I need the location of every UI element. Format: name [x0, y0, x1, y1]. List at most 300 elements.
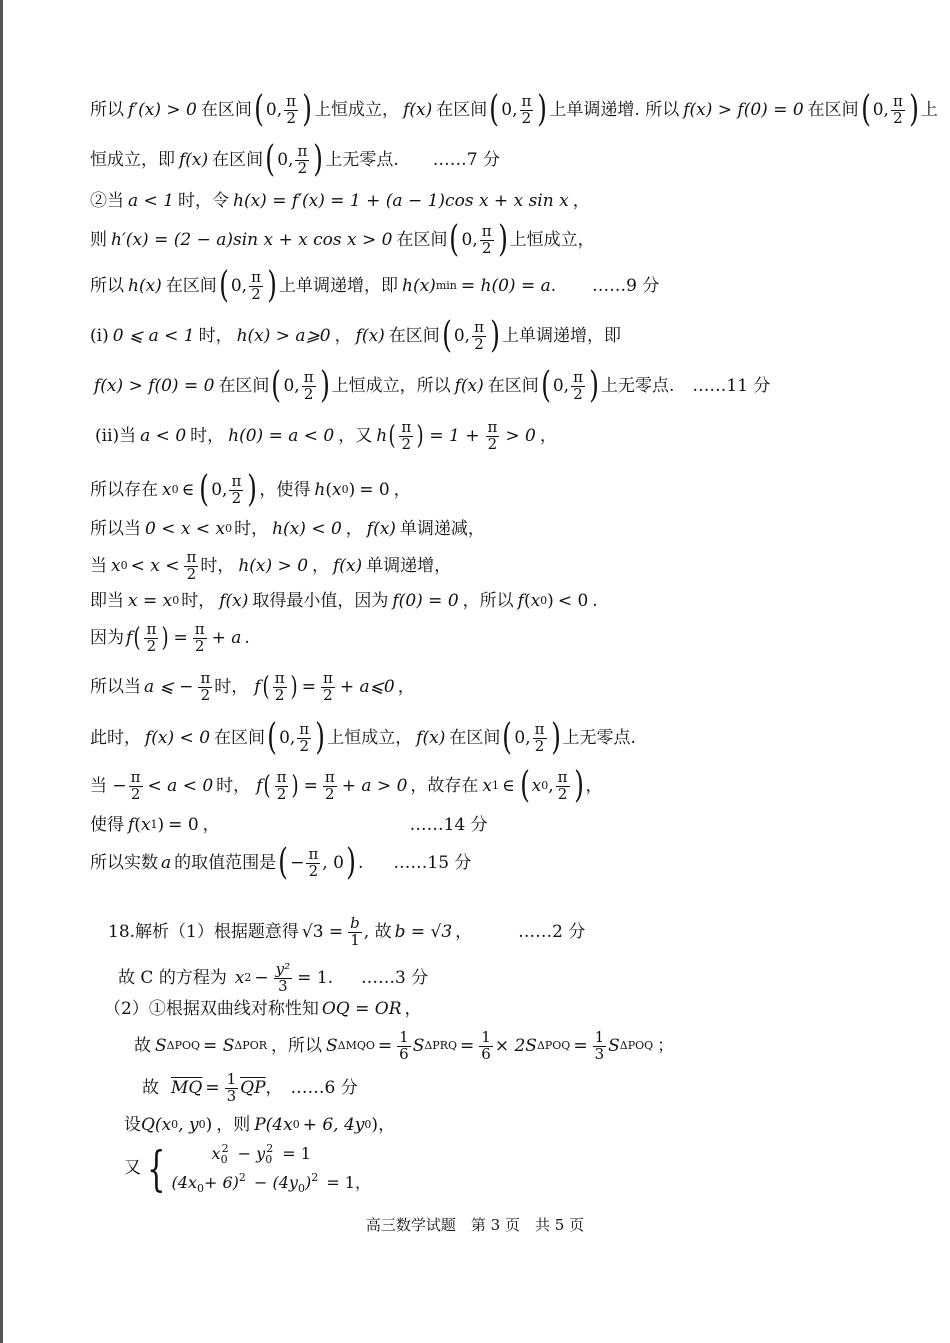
math: = 1 + [429, 425, 480, 446]
math: a < 1 [128, 191, 175, 211]
math: x [162, 479, 172, 500]
text: 故 [142, 1077, 159, 1098]
fraction: $\frac{\pi}{2}$ [474, 317, 484, 353]
text: 在区间 [212, 149, 264, 170]
math: h(x) = f′(x) = 1 + (a − 1)cos x + x sin x [233, 191, 569, 211]
math: x [140, 815, 151, 835]
fraction: $\frac{\pi}{2}$ [481, 221, 492, 257]
vector-qp: $\overline{QP}$ [240, 1077, 266, 1098]
score-mark: ……6 分 [290, 1077, 358, 1098]
text: 上 [920, 99, 938, 120]
fraction: $\frac{\pi}{2}$ [573, 367, 583, 403]
text-line [90, 219, 595, 260]
math: > 0 [505, 425, 536, 446]
text: 在区间 [487, 375, 539, 396]
math: = [573, 1035, 588, 1056]
text: ， [585, 775, 603, 796]
paren-open: ( [133, 623, 141, 654]
math: f [256, 775, 263, 796]
math: 0 < x < x [145, 519, 226, 539]
paren-close: ) [346, 842, 356, 883]
text: ， [265, 1077, 283, 1098]
text: 上单调递增. 所以 [549, 99, 680, 120]
math-subscript: 0 [341, 482, 349, 496]
paren-open: ( [253, 89, 264, 130]
math: h [376, 425, 388, 446]
math: f(x) [454, 375, 484, 396]
text: (ii)当 [95, 425, 137, 446]
paren-open: ( [502, 717, 513, 758]
paren-open: ( [278, 842, 289, 883]
system-row: $x_0^2 - y_0^2 = 1$ [211, 1142, 311, 1166]
text: 所以 [90, 99, 124, 120]
paren-close: ) [537, 89, 548, 130]
math-subscript: 0 [120, 559, 128, 573]
text: 上恒成立， [314, 99, 400, 120]
math: h(x) [402, 275, 436, 296]
fraction: $\frac{\pi}{2}$ [299, 719, 310, 755]
text: 在区间 [449, 727, 501, 748]
math: x [234, 967, 245, 988]
math: = S [203, 1035, 235, 1056]
score-mark: ……14 分 [409, 815, 488, 835]
paren-close: ) [161, 623, 169, 654]
math: = [377, 1035, 393, 1056]
math: × 2S [494, 1035, 537, 1056]
math: ) [371, 1115, 379, 1135]
math-subscript: 0 [292, 1118, 300, 1132]
text: ， [334, 325, 352, 346]
paren-open: ( [489, 89, 500, 130]
text: 单调递增， [366, 555, 452, 576]
fraction: $\frac{\pi}{2}$ [251, 267, 261, 303]
math-subscript: 0 [541, 778, 549, 792]
text-line [90, 265, 660, 306]
math: = [460, 1035, 475, 1056]
text: 上恒成立， [327, 727, 413, 748]
math: x [531, 775, 542, 796]
math: 0, [230, 275, 248, 296]
math: 0, [277, 149, 294, 170]
text: ， [393, 479, 411, 500]
text: 在区间 [165, 275, 217, 296]
math: f(x) < 0 [145, 727, 211, 748]
math: , [548, 775, 554, 796]
system-row: $(4x_0+ 6)^2 - (4y_0)^2 = 1$， [171, 1170, 371, 1195]
math: x = x [128, 591, 173, 611]
math: = [301, 676, 317, 697]
text: 取得最小值，因为 [252, 591, 389, 611]
math: b = √3 [394, 921, 453, 942]
math: 0, [211, 479, 228, 500]
math: f [128, 815, 135, 835]
fraction: $\frac{\pi}{2}$ [323, 669, 333, 704]
math: + a > 0 [341, 775, 408, 796]
text-line [104, 1000, 422, 1019]
paren-close: ) [313, 139, 324, 180]
paren-close: ) [490, 315, 500, 356]
math-subscript: ΔMQO [337, 1039, 375, 1053]
score-mark: ……7 分 [432, 149, 500, 170]
math: = 0 [359, 479, 390, 500]
text: 时， [198, 325, 233, 346]
math: , y [178, 1115, 199, 1135]
score-mark: ……3 分 [361, 967, 429, 988]
text: 时， [181, 591, 216, 611]
text-line: 使得 f ( x 1 ) = 0 ， ……14 分 [90, 815, 488, 835]
math: < x < [130, 555, 180, 576]
math: h(x) < 0 [272, 519, 342, 539]
math-subscript: 0 [171, 1118, 179, 1132]
text: 在区间 [396, 229, 448, 250]
math: x [331, 479, 342, 500]
fraction: $\frac{\pi}{2}$ [521, 91, 532, 127]
text: ， [539, 425, 557, 446]
text-line [90, 139, 500, 180]
math-subscript: 0 [225, 522, 233, 536]
paren-close: ) [292, 771, 300, 801]
paren-close: ) [497, 219, 508, 260]
text: 所以 [90, 275, 124, 296]
fraction: $\frac{\pi}{2}$ [276, 767, 287, 803]
score-mark: ……2 分 [518, 921, 586, 942]
paren-open: ( [263, 771, 272, 801]
text: ， [572, 191, 590, 211]
math: f(x) > f(0) = 0 [94, 375, 215, 396]
text-line [118, 962, 428, 995]
math: √3 = [301, 921, 344, 942]
text: ， [378, 1115, 396, 1135]
math-subscript: 0 [540, 594, 548, 608]
text: . [550, 275, 557, 296]
text-line [90, 842, 472, 883]
math: a ⩽ − [144, 676, 194, 697]
fraction: $\frac{\pi}{2}$ [231, 471, 242, 507]
math-subscript: ΔPRQ [424, 1039, 458, 1053]
math: f [254, 676, 261, 697]
math: ∈ [181, 479, 195, 500]
math: f(x) [355, 325, 385, 346]
math-subscript: ΔPOQ [619, 1039, 654, 1053]
text: 故 C 的方程为 [118, 967, 227, 988]
text: 上无零点. [600, 375, 675, 396]
math: 0, [552, 375, 570, 396]
math: = h(0) = a [460, 275, 551, 296]
text-line [90, 550, 451, 583]
fraction: $\frac{1}{6}$ [481, 1028, 491, 1063]
paren-open: ( [267, 717, 277, 758]
math-subscript: ΔPOQ [166, 1039, 201, 1053]
paren-close: ) [416, 421, 424, 452]
text: ，故存在 [410, 775, 479, 796]
text: 单调递减， [399, 519, 485, 539]
fraction: $\frac{\pi}{2}$ [487, 418, 498, 453]
text-line [108, 916, 585, 949]
brace-icon: { [147, 1140, 166, 1197]
text-line [90, 671, 415, 704]
text-line [90, 315, 621, 356]
text-line: 所以存在 x 0 ∈ ( 0, $\frac{\pi}{2}$ ) ，使得 h ( x 0 ) = 0 ， [90, 469, 411, 510]
math: h(x) > a⩾0 [236, 325, 331, 346]
text: ，所以 [462, 591, 514, 611]
fraction: $\frac{\pi}{2}$ [303, 367, 314, 403]
text: 又 [124, 1158, 141, 1179]
math: f(x) [416, 727, 446, 748]
paren-open: ( [265, 139, 276, 180]
text: 在区间 [388, 325, 440, 346]
fraction: $\frac{\pi}{2}$ [286, 91, 297, 127]
fraction: $\frac{\pi}{2}$ [186, 548, 197, 583]
paren-open: ( [449, 219, 460, 260]
fraction: $\frac{\pi}{2}$ [557, 767, 568, 803]
paren-close: ) [908, 89, 919, 130]
math: h(x) > 0 [238, 555, 309, 576]
math: f(0) = 0 [392, 591, 459, 611]
paren-close: ) [267, 265, 277, 306]
text: . [592, 591, 598, 611]
score-mark: ……15 分 [393, 852, 472, 873]
text: 所以当 [90, 676, 141, 697]
math: f′(x) > 0 [128, 99, 197, 120]
math: f(x) [333, 555, 363, 576]
math: = [173, 627, 188, 648]
math: f [126, 627, 133, 648]
paren-close: ) [589, 365, 599, 406]
math-subscript: 0 [172, 594, 180, 608]
math: x [111, 555, 121, 576]
math: 0, [283, 375, 300, 396]
fraction: $\frac{\pi}{2}$ [534, 719, 545, 755]
paren-open: ( [441, 315, 452, 356]
math: = [303, 775, 318, 796]
math: Q(x [141, 1115, 172, 1135]
math: = [205, 1077, 220, 1098]
fraction: $\frac{\pi}{2}$ [892, 91, 903, 127]
text-line [90, 520, 485, 539]
paren-open: ( [262, 672, 270, 703]
text: ， [202, 815, 220, 835]
math: h(x) [128, 275, 162, 296]
text: . [357, 852, 364, 873]
text: 时，令 [178, 191, 230, 211]
text-line [134, 1030, 674, 1063]
text: 因为 [90, 627, 124, 648]
text-line [90, 192, 590, 211]
text: 当 − [90, 775, 127, 796]
text: 在区间 [807, 99, 859, 120]
page-edge [0, 0, 3, 1343]
fraction: $\frac{\pi}{2}$ [194, 620, 205, 655]
math: 0, [872, 99, 889, 120]
math: = 0 [168, 815, 199, 835]
math: S [155, 1035, 167, 1056]
text: 所以存在 [90, 479, 158, 500]
text: 上无零点. [562, 727, 636, 748]
math: S [326, 1035, 338, 1056]
paren-close: ) [315, 717, 326, 758]
math: h′(x) = (2 − a)sin x + x cos x > 0 [111, 229, 393, 250]
text-line [90, 622, 250, 655]
paren-open: ( [199, 469, 210, 510]
text: 时， [190, 425, 225, 446]
math-subscript: 0 [364, 1118, 372, 1132]
text-line [90, 365, 771, 406]
math: f [517, 591, 524, 611]
text: ； [657, 1035, 675, 1056]
text: 时， [234, 519, 269, 539]
fraction: $\frac{b}{1}$ [350, 914, 360, 949]
math: 0, [453, 325, 471, 346]
text: 则 [90, 229, 107, 250]
text: 恒成立，即 [90, 149, 175, 170]
math: ∈ [502, 775, 515, 796]
math-subscript: ΔPOR [234, 1039, 267, 1053]
fraction: $\frac{\pi}{2}$ [401, 418, 412, 453]
math: + a⩽0 [339, 676, 395, 697]
paren-open: ( [540, 365, 551, 406]
text: . [244, 627, 250, 648]
math-subscript: 0 [171, 482, 179, 496]
text: ， [404, 999, 422, 1019]
math: + a [211, 627, 242, 648]
math: S [412, 1035, 425, 1056]
fraction: $\frac{1}{3}$ [226, 1070, 237, 1105]
text: 此时， [90, 727, 141, 748]
text: 18.解析（1）根据题意得 [108, 921, 299, 942]
math: 0 ⩽ a < 1 [112, 325, 195, 346]
paren-close: ) [319, 365, 330, 406]
text: 即当 [90, 591, 124, 611]
text: ，所以 [271, 1035, 322, 1056]
paren-close: ) [302, 89, 312, 130]
paren-open: ( [860, 89, 871, 130]
text: ，又 [338, 425, 373, 446]
text: 当 [90, 555, 107, 576]
math: f(x) > f(0) = 0 [683, 99, 804, 120]
text: 上恒成立， [509, 229, 595, 250]
text: 的取值范围是 [174, 852, 277, 873]
text: , 故 [363, 921, 392, 942]
text: ②当 [90, 191, 124, 211]
text: 在区间 [200, 99, 252, 120]
paren-close: ) [290, 672, 298, 703]
math: ) [205, 1115, 213, 1135]
math-superscript: 2 [244, 971, 252, 985]
math: 0, [501, 99, 518, 120]
text: (i) [90, 325, 109, 346]
text-line [90, 765, 603, 806]
page-footer: 高三数学试题 第 3 页 共 5 页 [365, 1216, 585, 1234]
text: ， [455, 921, 473, 942]
paren-open: ( [388, 421, 396, 452]
text: ，使得 [259, 479, 311, 500]
math-subscript: 0 [198, 1118, 206, 1132]
text: ， [312, 555, 330, 576]
math: x [482, 775, 492, 796]
paren-open: ( [271, 365, 282, 406]
text: 所以当 [90, 519, 141, 539]
math: f(x) [179, 149, 209, 170]
math: 0, [265, 99, 283, 120]
text: 在区间 [436, 99, 488, 120]
math: S [608, 1035, 620, 1056]
fraction: $\frac{\pi}{2}$ [130, 767, 141, 803]
score-mark: ……9 分 [592, 275, 660, 296]
math: x [530, 591, 541, 611]
fraction: $\frac{\pi}{2}$ [324, 767, 335, 803]
text: 在区间 [218, 375, 270, 396]
text: ， [345, 519, 363, 539]
math: a [161, 852, 172, 873]
math: 0, [514, 727, 531, 748]
text-line: 即当 x = x 0 时， f(x) 取得最小值，因为 f(0) = 0 ，所以 f ( x 0 ) < 0 . [90, 591, 598, 611]
text: （2）①根据双曲线对称性知 [104, 999, 319, 1019]
text-line [90, 89, 938, 130]
text: 时， [200, 555, 235, 576]
math-subscript: 1 [492, 778, 499, 792]
math: , 0 [322, 852, 344, 873]
fraction: $\frac{\pi}{2}$ [308, 844, 319, 880]
fraction: $\frac{\pi}{2}$ [200, 669, 211, 704]
text: 上恒成立，所以 [331, 375, 451, 396]
text: 上单调递增，即 [279, 275, 398, 296]
math: OQ = OR [321, 999, 402, 1019]
text-line [142, 1072, 358, 1105]
fraction: $\frac{\pi}{2}$ [146, 620, 157, 655]
text: ，则 [216, 1115, 251, 1135]
paren-open: ( [519, 765, 530, 806]
vector-mq: $\overline{MQ}$ [171, 1077, 203, 1098]
math: f(x) [403, 99, 433, 120]
text: 上无零点. [325, 149, 399, 170]
math: h(0) = a < 0 [228, 425, 335, 446]
score-mark: ……11 分 [692, 375, 771, 396]
math: h [314, 479, 326, 500]
text: 设 [124, 1115, 141, 1135]
math-subscript: 1 [150, 818, 158, 832]
fraction: $\frac{\pi}{2}$ [297, 141, 308, 177]
paren-close: ) [550, 717, 561, 758]
fraction: $\frac{\text{y²}}{3}$ [275, 960, 291, 995]
math: = 1. [297, 967, 334, 988]
text: 时， [214, 676, 249, 697]
text: 故 [134, 1035, 151, 1056]
math: 0, [279, 727, 296, 748]
text-line [90, 717, 636, 758]
text: 上单调递增，即 [501, 325, 621, 346]
paren-close: ) [247, 469, 258, 510]
math: 0, [461, 229, 478, 250]
text: 在区间 [214, 727, 266, 748]
math: − [254, 967, 269, 988]
text-line [95, 420, 557, 453]
math-subscript: min [435, 278, 457, 292]
math: P(4x [254, 1115, 293, 1135]
math: − [290, 852, 305, 873]
text: 所以实数 [90, 852, 158, 873]
paren-open: ( [218, 265, 229, 306]
math: < 0 [557, 591, 589, 611]
text: ， [397, 676, 415, 697]
math: a < 0 [140, 425, 187, 446]
fraction: $\frac{1}{3}$ [594, 1028, 605, 1063]
math: f(x) [219, 591, 249, 611]
math-subscript: ΔPOQ [536, 1039, 571, 1053]
text-line [124, 1116, 395, 1135]
paren-close: ) [573, 765, 584, 806]
math: f(x) [366, 519, 396, 539]
text: 时， [216, 775, 251, 796]
